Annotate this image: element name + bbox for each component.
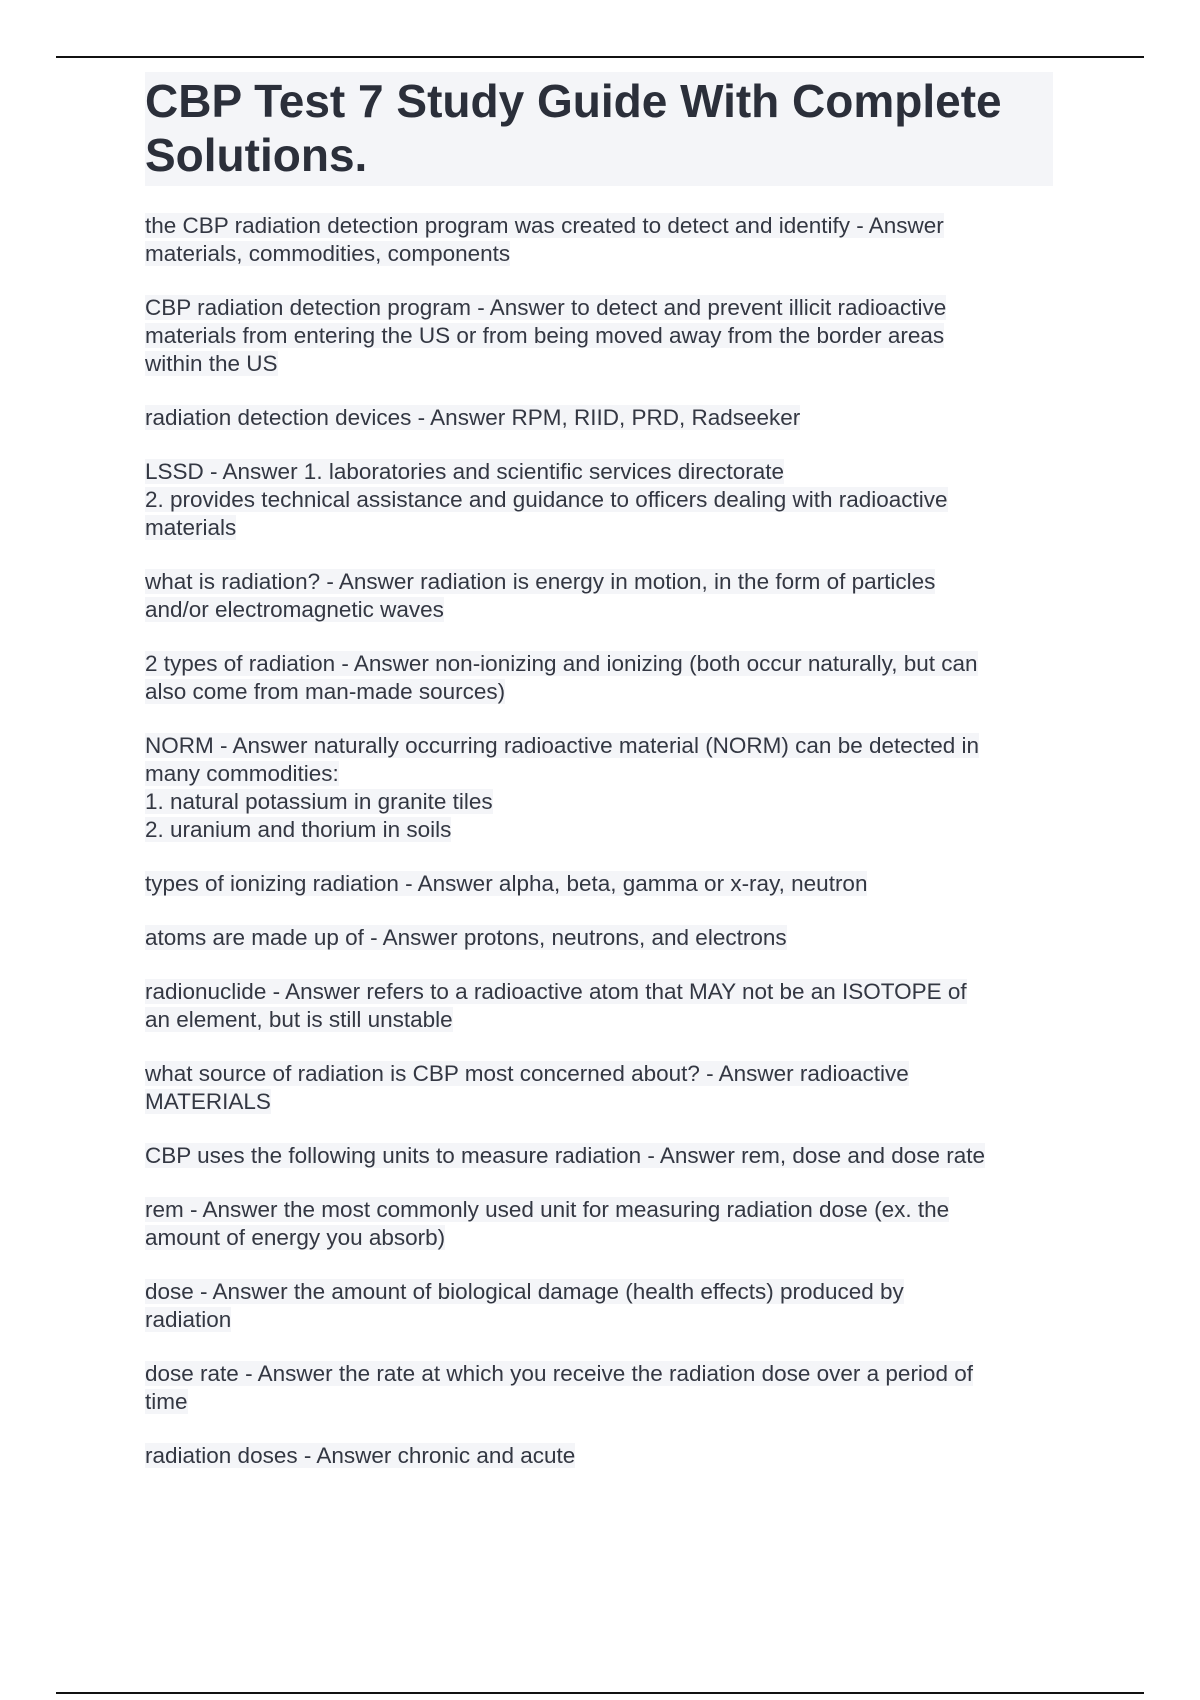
- qa-line-wrapper: [145, 1442, 1055, 1470]
- qa-line-text: also come from man-made sources): [145, 679, 506, 704]
- qa-line-text: dose - Answer the amount of biological damage (health effects) produced by: [145, 1279, 904, 1304]
- page-title: CBP Test 7 Study Guide With Complete Solutions.: [145, 75, 1002, 181]
- qa-entry: [145, 212, 1055, 268]
- qa-line-wrapper: [145, 1360, 1055, 1388]
- qa-line-text: 2 types of radiation - Answer non-ionizing and ionizing (both occur naturally, but can: [145, 651, 978, 676]
- document-page: [145, 72, 1055, 1496]
- qa-line-wrapper: [145, 1142, 1055, 1170]
- qa-line-text: an element, but is still unstable: [145, 1007, 453, 1032]
- qa-line-text: atoms are made up of - Answer protons, neutrons, and electrons: [145, 925, 787, 950]
- qa-line-text: many commodities:: [145, 761, 339, 786]
- qa-line-wrapper: [145, 1278, 1055, 1306]
- qa-entry: [145, 1360, 1055, 1416]
- qa-line-text: NORM - Answer naturally occurring radioactive material (NORM) can be detected in: [145, 733, 980, 758]
- qa-line-text: dose rate - Answer the rate at which you receive the radiation dose over a period of: [145, 1361, 973, 1386]
- qa-entry: [145, 1060, 1055, 1116]
- title-block: [145, 72, 1053, 186]
- qa-entry: [145, 404, 1055, 432]
- qa-line-wrapper: [145, 596, 1055, 624]
- qa-line-wrapper: [145, 1006, 1055, 1034]
- qa-line-text: 2. provides technical assistance and guidance to officers dealing with radioactive: [145, 487, 948, 512]
- qa-line-wrapper: [145, 1224, 1055, 1252]
- qa-line-text: and/or electromagnetic waves: [145, 597, 444, 622]
- qa-line-text: materials from entering the US or from being moved away from the border areas: [145, 323, 945, 348]
- qa-line-wrapper: [145, 760, 1055, 788]
- qa-line-wrapper: [145, 870, 1055, 898]
- qa-line-wrapper: [145, 816, 1055, 844]
- qa-line-text: MATERIALS: [145, 1089, 271, 1114]
- qa-line-text: types of ionizing radiation - Answer alpha, beta, gamma or x-ray, neutron: [145, 871, 868, 896]
- qa-line-wrapper: [145, 294, 1055, 322]
- qa-line-wrapper: [145, 1088, 1055, 1116]
- qa-entry: [145, 732, 1055, 844]
- qa-line-text: materials, commodities, components: [145, 241, 511, 266]
- qa-entry: [145, 924, 1055, 952]
- qa-entry: [145, 1142, 1055, 1170]
- qa-entry: [145, 458, 1055, 542]
- qa-entry: [145, 1442, 1055, 1470]
- qa-entry: [145, 978, 1055, 1034]
- qa-entry: [145, 1278, 1055, 1334]
- qa-list: [145, 212, 1055, 1470]
- qa-line-text: CBP uses the following units to measure radiation - Answer rem, dose and dose rate: [145, 1143, 986, 1168]
- qa-line-wrapper: [145, 1306, 1055, 1334]
- qa-line-wrapper: [145, 1388, 1055, 1416]
- qa-line-text: what source of radiation is CBP most concerned about? - Answer radioactive: [145, 1061, 909, 1086]
- qa-line-wrapper: [145, 788, 1055, 816]
- qa-line-text: within the US: [145, 351, 278, 376]
- qa-line-wrapper: [145, 514, 1055, 542]
- qa-line-text: radiation detection devices - Answer RPM, RIID, PRD, Radseeker: [145, 405, 801, 430]
- bottom-divider: [56, 1692, 1144, 1694]
- qa-line-text: what is radiation? - Answer radiation is energy in motion, in the form of particles: [145, 569, 936, 594]
- qa-line-wrapper: [145, 350, 1055, 378]
- qa-entry: [145, 568, 1055, 624]
- qa-line-wrapper: [145, 978, 1055, 1006]
- qa-line-wrapper: [145, 678, 1055, 706]
- qa-line-text: radiation doses - Answer chronic and acute: [145, 1443, 576, 1468]
- qa-line-text: LSSD - Answer 1. laboratories and scientific services directorate: [145, 459, 785, 484]
- qa-line-wrapper: [145, 458, 1055, 486]
- qa-entry: [145, 870, 1055, 898]
- qa-line-wrapper: [145, 212, 1055, 240]
- qa-line-text: radiation: [145, 1307, 232, 1332]
- qa-line-wrapper: [145, 240, 1055, 268]
- qa-line-text: rem - Answer the most commonly used unit for measuring radiation dose (ex. the: [145, 1197, 950, 1222]
- qa-line-text: 2. uranium and thorium in soils: [145, 817, 452, 842]
- qa-entry: [145, 1196, 1055, 1252]
- qa-line-wrapper: [145, 732, 1055, 760]
- qa-line-wrapper: [145, 924, 1055, 952]
- qa-line-wrapper: [145, 322, 1055, 350]
- qa-line-text: 1. natural potassium in granite tiles: [145, 789, 493, 814]
- qa-line-wrapper: [145, 650, 1055, 678]
- qa-line-wrapper: [145, 1060, 1055, 1088]
- qa-line-text: time: [145, 1389, 188, 1414]
- qa-line-text: radionuclide - Answer refers to a radioactive atom that MAY not be an ISOTOPE of: [145, 979, 967, 1004]
- qa-line-wrapper: [145, 404, 1055, 432]
- qa-line-wrapper: [145, 486, 1055, 514]
- qa-line-text: the CBP radiation detection program was created to detect and identify - Answer: [145, 213, 944, 238]
- qa-entry: [145, 294, 1055, 378]
- qa-line-wrapper: [145, 1196, 1055, 1224]
- qa-line-text: amount of energy you absorb): [145, 1225, 446, 1250]
- qa-entry: [145, 650, 1055, 706]
- qa-line-text: CBP radiation detection program - Answer to detect and prevent illicit radioactive: [145, 295, 947, 320]
- qa-line-wrapper: [145, 568, 1055, 596]
- qa-line-text: materials: [145, 515, 237, 540]
- top-divider: [56, 56, 1144, 58]
